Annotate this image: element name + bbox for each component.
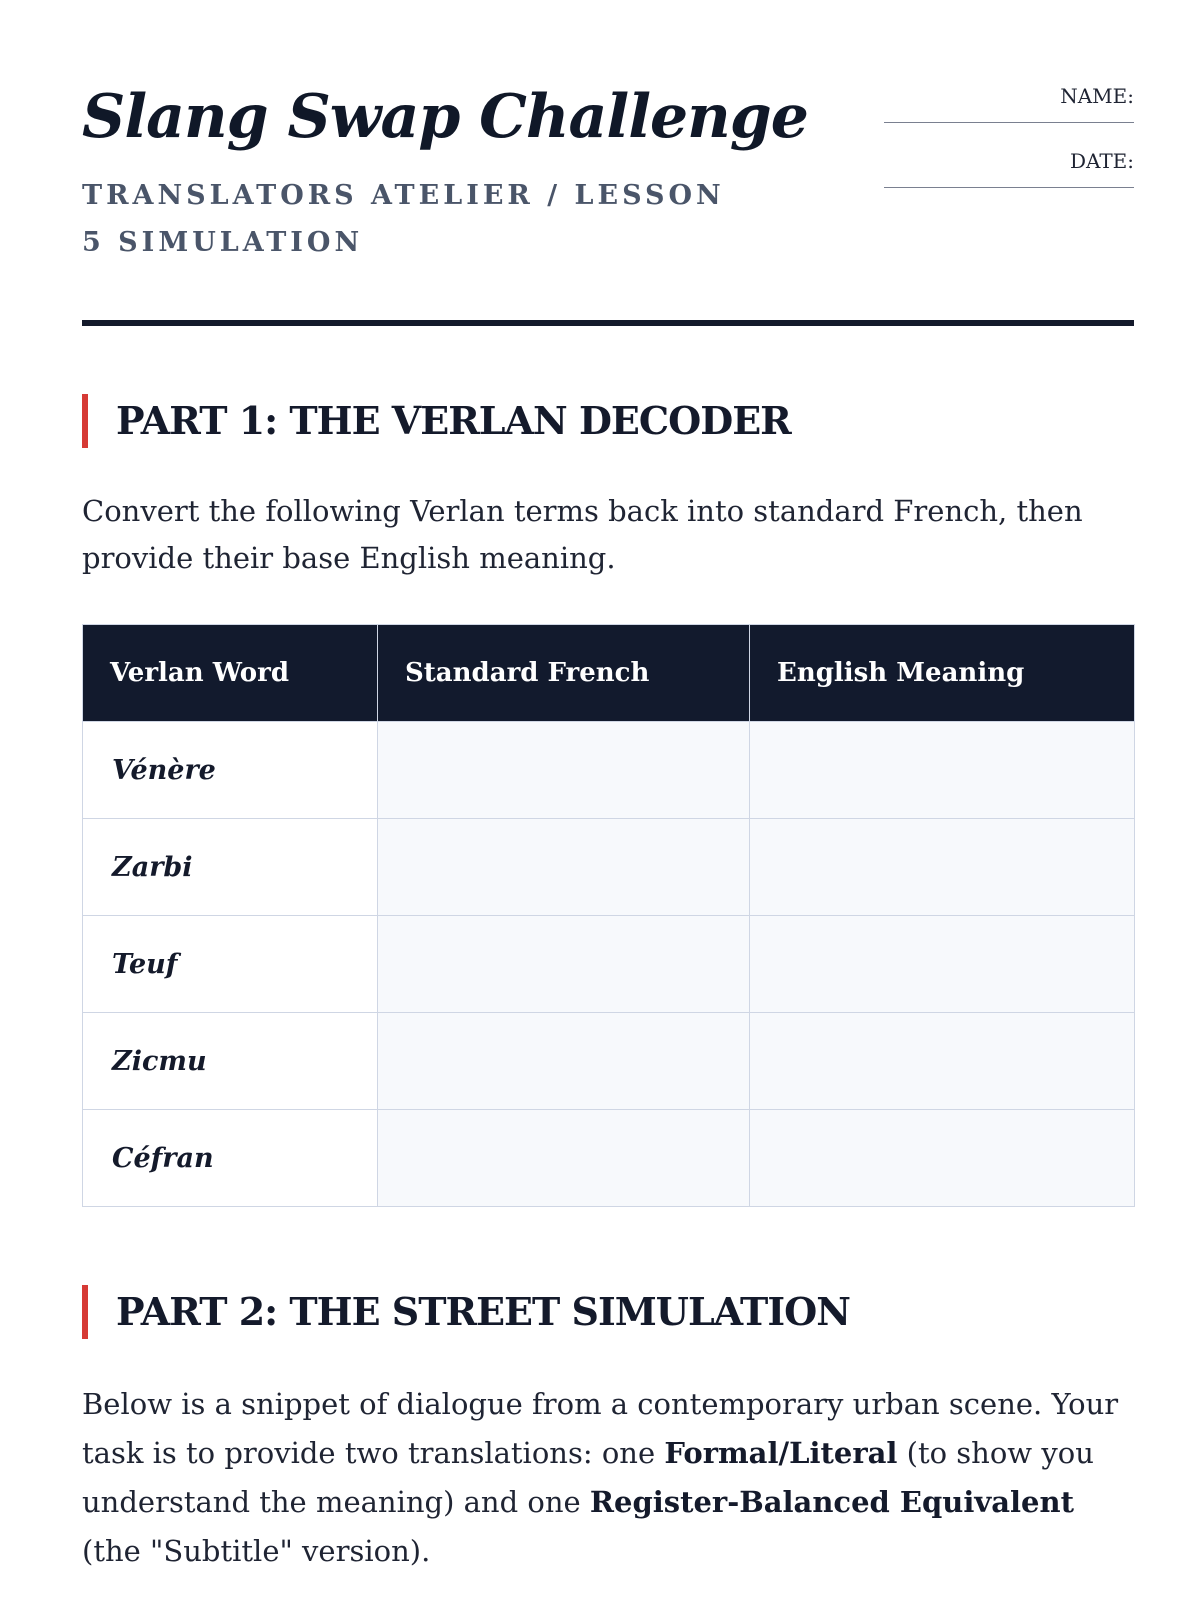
column-header-english-meaning: English Meaning xyxy=(750,625,1135,722)
part2-heading: PART 2: THE STREET SIMULATION xyxy=(82,1285,1168,1339)
table-row xyxy=(83,722,1135,819)
table-header-row xyxy=(83,625,1135,722)
standard-french-answer-cell[interactable] xyxy=(378,722,750,819)
worksheet-title: Slang Swap Challenge xyxy=(82,82,808,152)
worksheet-page xyxy=(82,0,1134,1568)
part2-instructions xyxy=(82,1380,1134,1576)
register-balanced-term: Register-Balanced Equivalent xyxy=(589,1485,1074,1519)
name-field-line[interactable] xyxy=(884,122,1134,123)
standard-french-answer-cell[interactable] xyxy=(378,819,750,916)
table-row xyxy=(83,1110,1135,1207)
standard-french-answer-cell[interactable] xyxy=(378,1110,750,1207)
verlan-word-cell: Céfran xyxy=(83,1110,378,1207)
english-meaning-answer-cell[interactable] xyxy=(750,1110,1135,1207)
worksheet-subtitle: TRANSLATORS ATELIER / LESSON 5 SIMULATION xyxy=(82,180,725,258)
part2-intro-text-1: Below is a snippet of dialogue from a contemporary urban scene. Your task is to provide two translations: one xyxy=(82,1387,1119,1470)
verlan-word-cell: Vénère xyxy=(83,722,378,819)
table-row xyxy=(83,819,1135,916)
column-header-standard-french: Standard French xyxy=(378,625,750,722)
worksheet-header xyxy=(82,0,1134,326)
standard-french-answer-cell[interactable] xyxy=(378,1013,750,1110)
student-meta xyxy=(884,82,1134,212)
verlan-table xyxy=(82,624,1135,1207)
part2-intro-text-2: (to show you understand the meaning) and one xyxy=(82,1436,1094,1519)
part1-instructions: Convert the following Verlan terms back into standard French, then provide their base English meaning. xyxy=(82,494,1083,575)
date-label: DATE: xyxy=(1069,149,1134,173)
part1-heading: PART 1: THE VERLAN DECODER xyxy=(82,394,1168,448)
formal-literal-term: Formal/Literal xyxy=(664,1436,898,1470)
name-label: NAME: xyxy=(1060,84,1134,108)
english-meaning-answer-cell[interactable] xyxy=(750,819,1135,916)
column-header-verlan: Verlan Word xyxy=(83,625,378,722)
verlan-word-cell: Zicmu xyxy=(83,1013,378,1110)
header-divider xyxy=(82,320,1134,326)
table-row xyxy=(83,1013,1135,1110)
verlan-word-cell: Zarbi xyxy=(83,819,378,916)
standard-french-answer-cell[interactable] xyxy=(378,916,750,1013)
english-meaning-answer-cell[interactable] xyxy=(750,1013,1135,1110)
table-row xyxy=(83,916,1135,1013)
english-meaning-answer-cell[interactable] xyxy=(750,916,1135,1013)
part2-intro-text-3: (the "Subtitle" version). xyxy=(82,1534,431,1568)
date-field-line[interactable] xyxy=(884,187,1134,188)
english-meaning-answer-cell[interactable] xyxy=(750,722,1135,819)
verlan-word-cell: Teuf xyxy=(83,916,378,1013)
